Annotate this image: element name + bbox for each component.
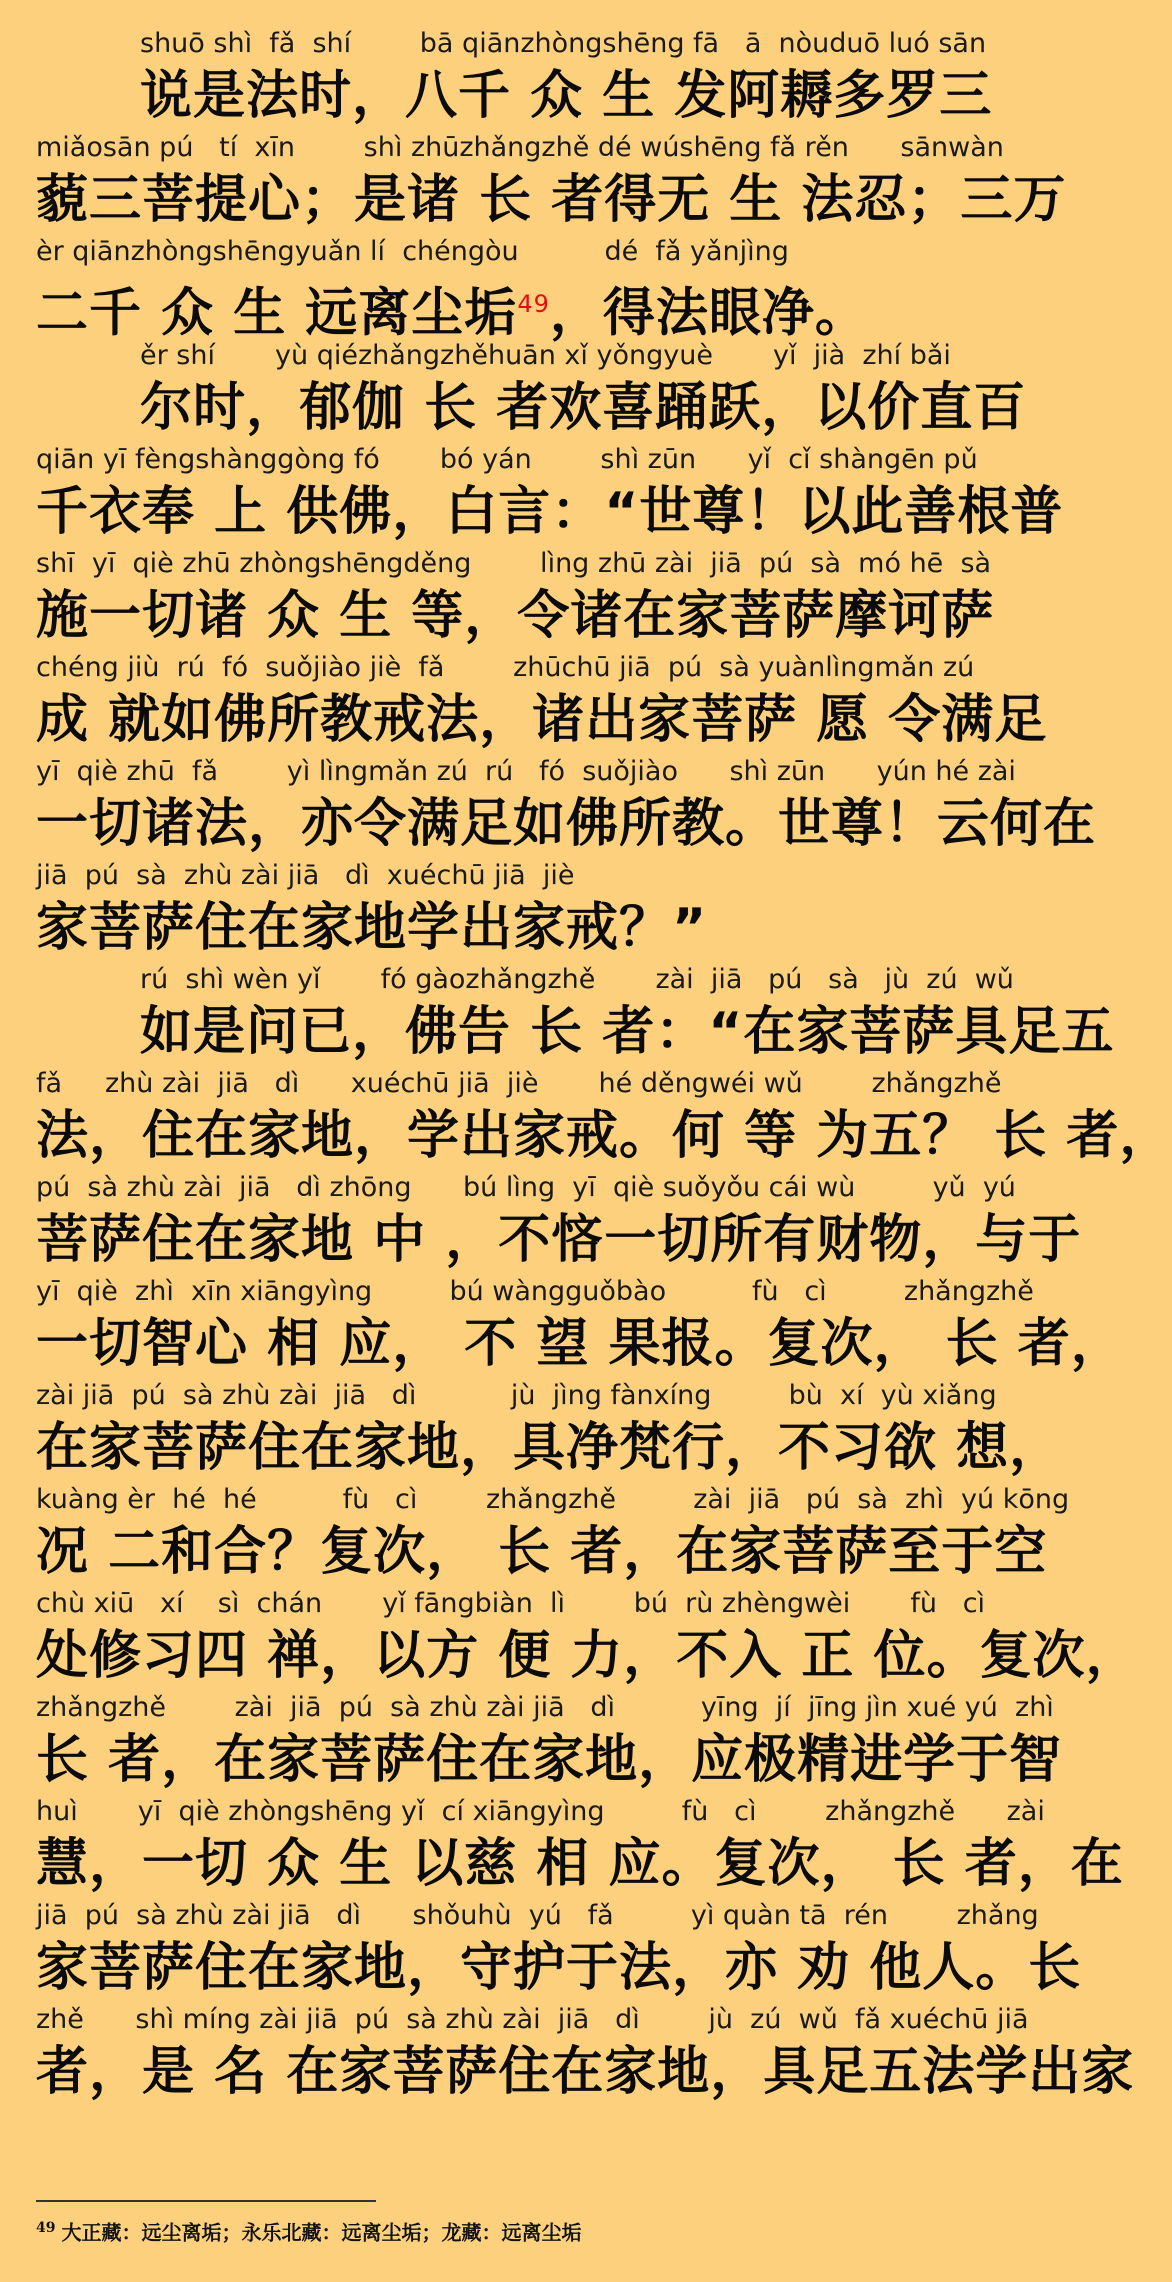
text-line-8: [0, 756, 1097, 860]
footnote: [36, 2214, 1044, 2247]
hanzi-row: 法，住在家地，学出家戒。何 等 为五？ 长 者，: [36, 1106, 1172, 1166]
hanzi-row: 长 者，在家菩萨住在家地，应极精进学于智: [36, 1730, 1063, 1790]
footnote-number: 49: [36, 2220, 56, 2236]
hanzi-row: 成 就如佛所教戒法，诸出家菩萨 愿 令满足: [36, 690, 1048, 750]
hanzi-row: 藐三菩提心；是诸 长 者得无 生 法忍；三万: [36, 170, 1067, 230]
hanzi-before-footnote: 二千 众 生 远离尘垢: [36, 283, 518, 344]
pinyin-row: pú sà zhù zài jiā dì zhōng bú lìng yī qiè suǒyǒu cái wù yǔ yú: [36, 1172, 1016, 1203]
text-line-1: [0, 28, 1080, 132]
hanzi-row: 说是法时，八千 众 生 发阿耨多罗三: [140, 66, 993, 126]
hanzi-row: 一切智心 相 应， 不 望 果报。复次， 长 者，: [36, 1314, 1124, 1374]
hanzi-row: 处修习四 禅，以方 便 力，不入 正 位。复次，: [36, 1626, 1139, 1686]
text-line-3: [0, 236, 1080, 344]
hanzi-row: 如是问已，佛告 长 者：“在家菩萨具足五: [140, 1002, 1115, 1062]
text-line-12: [0, 1172, 1080, 1276]
hanzi-row: 菩萨住在家地 中 ，不悋一切所有财物，与于: [36, 1210, 1082, 1270]
pinyin-row: yī qiè zhì xīn xiāngyìng bú wàngguǒbào fù cì zhǎngzhě: [36, 1276, 1034, 1307]
text-line-18: [0, 1796, 1124, 1900]
hanzi-row: 在家菩萨住在家地，具净梵行，不习欲 想，: [36, 1418, 1063, 1478]
footnote-divider: [36, 2200, 376, 2202]
text-line-5: [0, 444, 1080, 548]
pinyin-row: miǎosān pú tí xīn shì zhūzhǎngzhě dé wúshēng fǎ rěn sānwàn: [36, 132, 1004, 163]
pinyin-row: kuàng èr hé hé fù cì zhǎngzhě zài jiā pú sà zhì yú kōng: [36, 1484, 1070, 1515]
pinyin-row: zhǎngzhě zài jiā pú sà zhù zài jiā dì yīng jí jīng jìn xué yú zhì: [36, 1692, 1054, 1723]
text-line-13: [0, 1276, 1124, 1380]
text-line-4: [0, 340, 1080, 444]
pinyin-row: qiān yī fèngshànggòng fó bó yán shì zūn yǐ cǐ shàngēn pǔ: [36, 444, 978, 475]
text-line-10: [0, 964, 1115, 1068]
pinyin-row: shī yī qiè zhū zhòngshēngděng lìng zhū zài jiā pú sà mó hē sà: [36, 548, 992, 579]
pinyin-row: chéng jiù rú fó suǒjiào jiè fǎ zhūchū jiā pú sà yuànlìngmǎn zú: [36, 652, 975, 683]
text-line-16: [0, 1588, 1139, 1692]
text-line-20: [0, 2004, 1135, 2108]
text-line-17: [0, 1692, 1080, 1796]
hanzi-after-footnote: ，得法眼净。: [549, 283, 868, 344]
text-line-7: [0, 652, 1080, 756]
hanzi-row: 尔时，郁伽 长 者欢喜踊跃，以价直百: [140, 378, 1027, 438]
text-line-15: [0, 1484, 1080, 1588]
pinyin-row: ěr shí yù qiézhǎngzhěhuān xǐ yǒngyuè yǐ jià zhí bǎi: [140, 340, 951, 371]
hanzi-row: 千衣奉 上 供佛，白言：“世尊！以此善根普: [36, 482, 1064, 542]
text-line-19: [0, 1900, 1080, 2004]
pinyin-row: jiā pú sà zhù zài jiā dì xuéchū jiā jiè: [36, 860, 575, 891]
text-line-6: [0, 548, 1080, 652]
hanzi-row: 施一切诸 众 生 等，令诸在家菩萨摩诃萨: [36, 586, 995, 646]
pinyin-row: zài jiā pú sà zhù zài jiā dì jù jìng fànxíng bù xí yù xiǎng: [36, 1380, 997, 1411]
hanzi-row: 慧，一切 众 生 以慈 相 应。复次， 长 者，在: [36, 1834, 1124, 1894]
hanzi-row: 一切诸法，亦令满足如佛所教。世尊！云何在: [36, 794, 1097, 854]
pinyin-row: shuō shì fǎ shí bā qiānzhòngshēng fā ā nòuduō luó sān: [140, 28, 987, 59]
hanzi-row: 家菩萨住在家地学出家戒？”: [36, 898, 708, 958]
pinyin-row: zhě shì míng zài jiā pú sà zhù zài jiā dì jù zú wǔ fǎ xuéchū jiā: [36, 2004, 1029, 2035]
hanzi-row: 家菩萨住在家地，守护于法，亦 劝 他人。长: [36, 1938, 1082, 1998]
pinyin-row: yī qiè zhū fǎ yì lìngmǎn zú rú fó suǒjiào shì zūn yún hé zài: [36, 756, 1016, 787]
text-line-2: [0, 132, 1080, 236]
footnote-text: 大正藏：远尘离垢；永乐北藏：远离尘垢；龙藏：远离尘垢: [61, 2220, 582, 2245]
hanzi-row: 况 二和合？复次， 长 者，在家菩萨至于空: [36, 1522, 1048, 1582]
footnote-reference[interactable]: 49: [517, 290, 550, 318]
pinyin-row: jiā pú sà zhù zài jiā dì shǒuhù yú fǎ yì quàn tā rén zhǎng: [36, 1900, 1039, 1931]
text-line-9: [0, 860, 1080, 964]
hanzi-row: [36, 272, 1044, 344]
pinyin-row: chù xiū xí sì chán yǐ fāngbiàn lì bú rù zhèngwèi fù cì: [36, 1588, 986, 1619]
hanzi-row: 者，是 名 在家菩萨住在家地，具足五法学出家: [36, 2042, 1135, 2102]
text-line-14: [0, 1380, 1080, 1484]
pinyin-row: rú shì wèn yǐ fó gàozhǎngzhě zài jiā pú sà jù zú wǔ: [140, 964, 1014, 995]
pinyin-row: èr qiānzhòngshēngyuǎn lí chéngòu dé fǎ yǎnjìng: [36, 236, 789, 267]
pinyin-row: huì yī qiè zhòngshēng yǐ cí xiāngyìng fù cì zhǎngzhě zài: [36, 1796, 1045, 1827]
pinyin-row: fǎ zhù zài jiā dì xuéchū jiā jiè hé děngwéi wǔ zhǎngzhě: [36, 1068, 1002, 1099]
text-line-11: [0, 1068, 1172, 1172]
